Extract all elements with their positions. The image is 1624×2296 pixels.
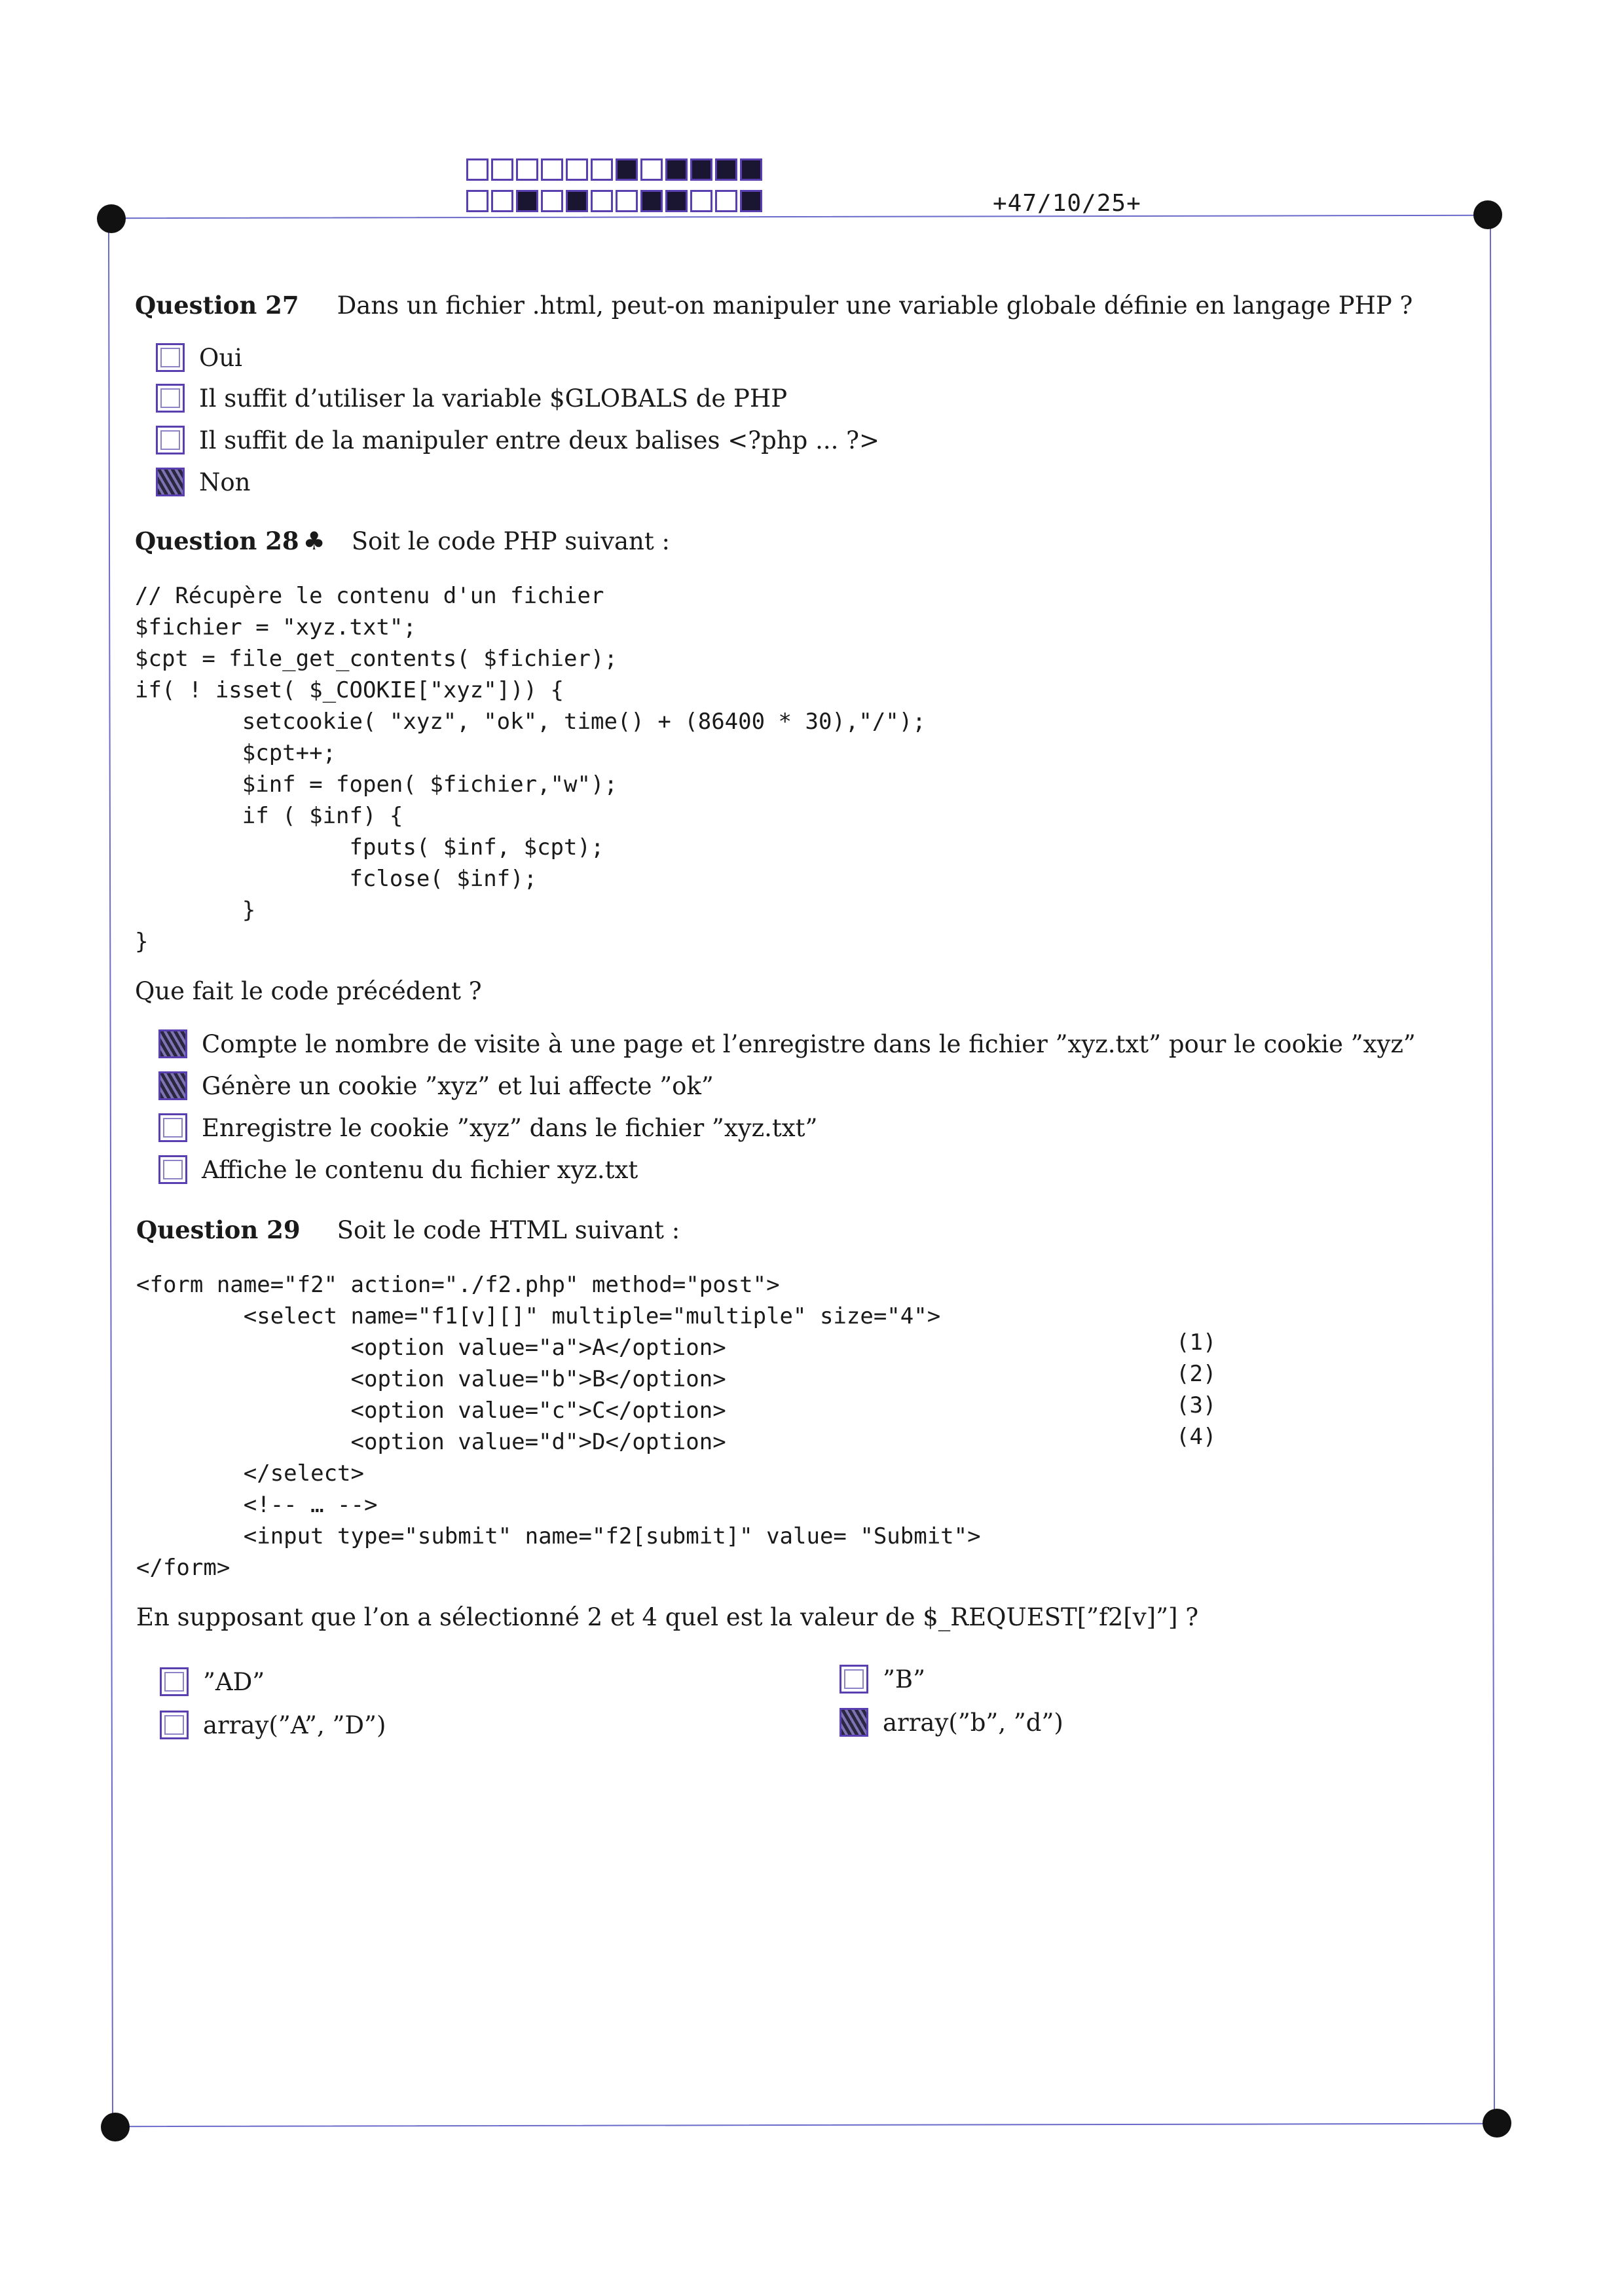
q28-answer-3[interactable]: [158, 1113, 817, 1142]
id-box-filled: [616, 158, 638, 181]
id-box-empty: [715, 190, 737, 212]
answer-label: Génère un cookie ”xyz” et lui affecte ”ok”: [202, 1071, 714, 1100]
id-box-filled: [665, 190, 688, 212]
id-box-empty: [466, 190, 489, 212]
q29-answer-2[interactable]: [840, 1665, 925, 1694]
question-27-title: [135, 291, 1412, 320]
question-text: Dans un fichier .html, peut-on manipuler une variable globale définie en langage PHP ?: [337, 291, 1413, 320]
id-box-empty: [640, 158, 663, 181]
registration-mark-top-left: [97, 204, 126, 233]
code-line-number: (2): [1176, 1361, 1217, 1387]
checkbox[interactable]: [156, 426, 185, 454]
q28-answer-2[interactable]: [158, 1071, 714, 1100]
question-29-title: [136, 1215, 680, 1244]
id-box-empty: [541, 190, 563, 212]
q29-question: En supposant que l’on a sélectionné 2 et 4 quel est la valeur de $_REQUEST[”f2[v]”] ?: [136, 1603, 1199, 1631]
answer-label: Il suffit d’utiliser la variable $GLOBALS de PHP: [199, 384, 788, 413]
checkbox-checked[interactable]: [158, 1029, 187, 1058]
answer-label: Il suffit de la manipuler entre deux balises <?php ... ?>: [199, 426, 879, 454]
q27-answer-1[interactable]: [156, 343, 242, 372]
answer-label: Compte le nombre de visite à une page et l’enregistre dans le fichier ”xyz.txt” pour le cookie ”xyz”: [202, 1029, 1416, 1058]
page-id-boxes-row1: [466, 158, 765, 181]
registration-mark-bottom-right: [1483, 2109, 1511, 2138]
html-code-block: <form name="f2" action="./f2.php" method="post"> <select name="f1[v][]" multiple="multiple" size="4"> <option value="a">A</option> <option value="b">B</option> <option value="c">C</option> <option value="d">D</option> </select> <!-- … --> <input type="submit" name="f2[submit]" value= "Submit"> </form>: [136, 1272, 981, 1581]
q28-answer-4[interactable]: [158, 1155, 638, 1184]
php-code-block: // Récupère le contenu d'un fichier $fichier = "xyz.txt"; $cpt = file_get_contents( $fichier); if( ! isset( $_COOKIE["xyz"])) { setcookie( "xyz", "ok", time() + (86400 * 30),"/"); $cpt++; $inf = fopen( $fichier,"w"); if ( $inf) { fputs( $inf, $cpt); fclose( $inf); } }: [135, 583, 926, 955]
id-box-empty: [541, 158, 563, 181]
checkbox-checked[interactable]: [156, 468, 185, 496]
registration-mark-top-right: [1473, 200, 1502, 229]
id-box-empty: [516, 158, 538, 181]
page-id-boxes-row2: [466, 190, 765, 212]
registration-mark-bottom-left: [101, 2113, 130, 2141]
checkbox[interactable]: [158, 1155, 187, 1184]
id-box-filled: [740, 190, 762, 212]
code-line-number: (3): [1176, 1392, 1217, 1418]
id-box-filled: [665, 158, 688, 181]
checkbox-checked[interactable]: [840, 1708, 868, 1737]
answer-label: array(”b”, ”d”): [883, 1708, 1063, 1737]
checkbox[interactable]: [160, 1667, 189, 1696]
answer-label: ”B”: [883, 1665, 926, 1694]
q29-answer-1[interactable]: [160, 1667, 265, 1696]
id-box-filled: [715, 158, 737, 181]
question-number: Question 27: [135, 291, 299, 320]
checkbox[interactable]: [158, 1113, 187, 1142]
q27-answer-4[interactable]: [156, 468, 250, 496]
q29-answer-3[interactable]: [160, 1711, 386, 1739]
id-box-empty: [466, 158, 489, 181]
id-box-filled: [516, 190, 538, 212]
q29-answer-4[interactable]: [840, 1708, 1063, 1737]
question-text: Soit le code HTML suivant :: [337, 1216, 680, 1244]
question-number: Question 29: [136, 1215, 301, 1244]
id-box-filled: [690, 158, 712, 181]
q28-answer-1[interactable]: [158, 1029, 1416, 1058]
checkbox-checked[interactable]: [158, 1071, 187, 1100]
id-box-empty: [591, 190, 613, 212]
id-box-empty: [591, 158, 613, 181]
code-line-number: (4): [1176, 1424, 1217, 1450]
id-box-filled: [740, 158, 762, 181]
id-box-empty: [616, 190, 638, 212]
q27-answer-2[interactable]: [156, 384, 787, 413]
answer-label: Oui: [199, 343, 242, 372]
id-box-empty: [566, 158, 588, 181]
q28-question: Que fait le code précédent ?: [135, 977, 482, 1005]
question-number: Question 28: [135, 527, 299, 555]
answer-label: Non: [199, 468, 251, 496]
answer-label: array(”A”, ”D”): [203, 1711, 386, 1739]
code-line-number: (1): [1176, 1329, 1217, 1356]
club-icon: ♣: [303, 527, 325, 555]
answer-label: Affiche le contenu du fichier xyz.txt: [202, 1155, 638, 1184]
q27-answer-3[interactable]: [156, 426, 879, 454]
id-box-empty: [690, 190, 712, 212]
page-code: +47/10/25+: [993, 190, 1141, 217]
checkbox[interactable]: [156, 343, 185, 372]
checkbox[interactable]: [156, 384, 185, 413]
id-box-filled: [640, 190, 663, 212]
question-28-title: [135, 527, 670, 555]
checkbox[interactable]: [160, 1711, 189, 1739]
id-box-filled: [566, 190, 588, 212]
id-box-empty: [491, 190, 513, 212]
question-text: Soit le code PHP suivant :: [351, 527, 670, 555]
checkbox[interactable]: [840, 1665, 868, 1694]
answer-label: ”AD”: [203, 1667, 265, 1696]
id-box-empty: [491, 158, 513, 181]
answer-label: Enregistre le cookie ”xyz” dans le fichier ”xyz.txt”: [202, 1113, 818, 1142]
